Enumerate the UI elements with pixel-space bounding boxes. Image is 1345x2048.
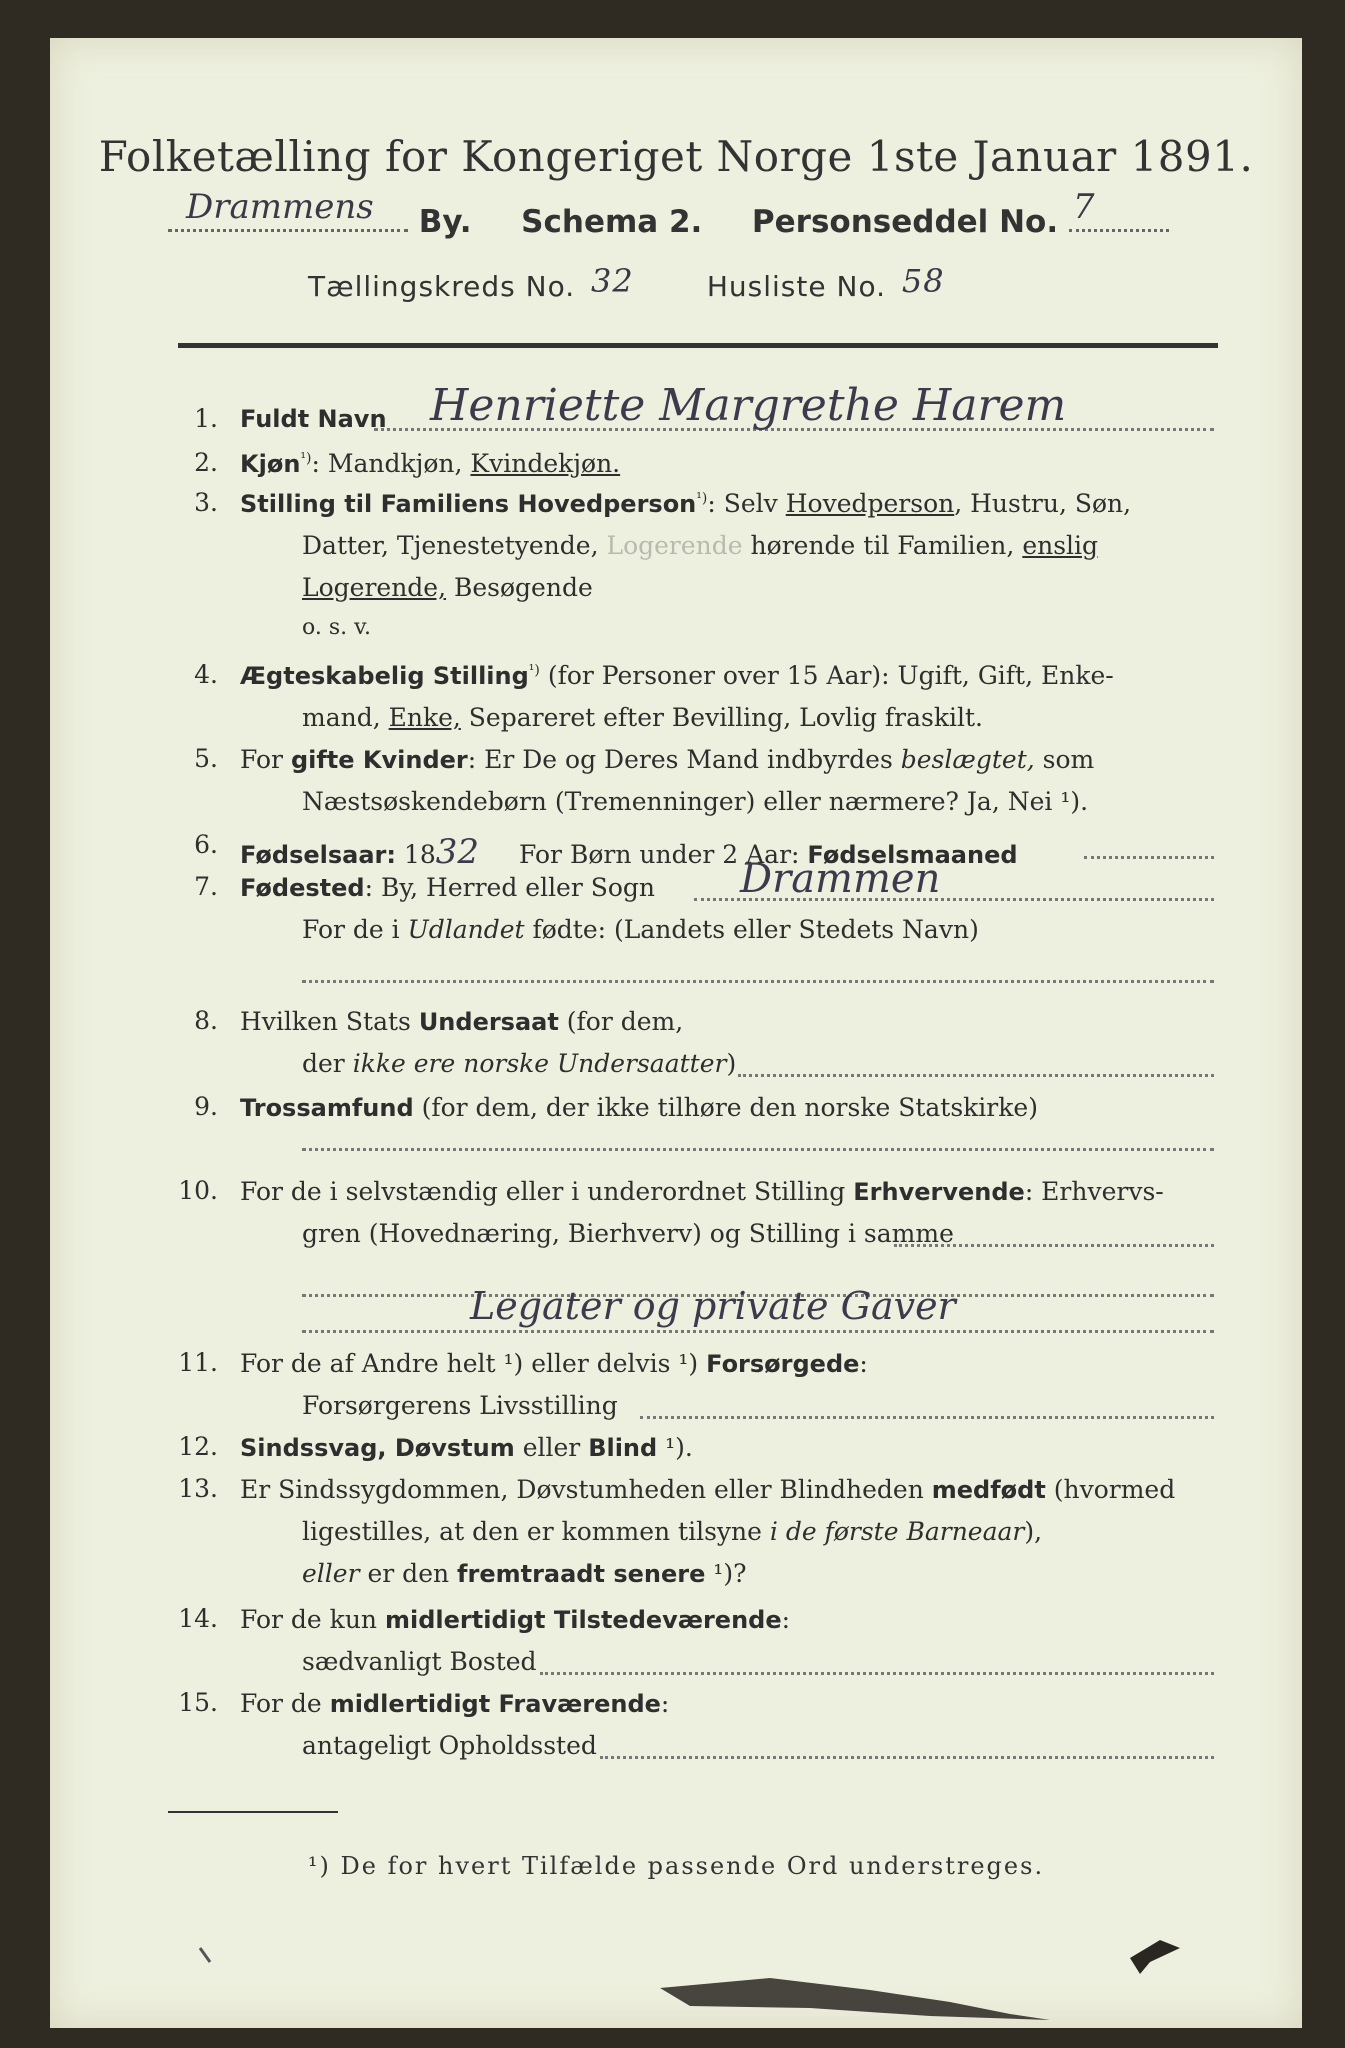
item-5-line-1: For gifte Kvinder: Er De og Deres Mand indbyrdes beslægtet, som: [240, 745, 1095, 774]
item-6-text: Fødselsaar: 1832 For Børn under 2 Aar: Fødselsmaaned: [240, 832, 1018, 872]
ink-marks: [50, 1918, 1302, 2028]
census-form: [50, 38, 1302, 2028]
item-12-text: Sindssvag, Døvstum eller Blind ¹).: [240, 1433, 693, 1462]
birth-year-handwritten: 32: [435, 832, 480, 872]
item-15-line-1: For de midlertidigt Fraværende:: [240, 1689, 670, 1718]
logerende-underlined: Logerende,: [302, 573, 447, 602]
item-5-line-2: Næstsøskendebørn (Tremenninger) eller nærmere? Ja, Nei ¹).: [302, 787, 1089, 816]
item-6-dotted-line: [1084, 856, 1214, 859]
schema-label: Schema 2.: [521, 204, 703, 240]
item-11-number: 11.: [178, 1348, 218, 1377]
personseddel-number: 7: [1072, 187, 1095, 227]
item-4-line-2: mand, Enke, Separeret efter Bevilling, Lovlig fraskilt.: [302, 703, 983, 732]
item-8-number: 8.: [194, 1006, 218, 1035]
item-13-line-3: eller er den fremtraadt senere ¹)?: [302, 1559, 747, 1588]
kvindekjon-underlined: Kvindekjøn.: [470, 449, 621, 478]
item-15-dotted-line: [600, 1756, 1214, 1759]
item-4-number: 4.: [194, 660, 218, 689]
header-line-3: [308, 262, 966, 303]
birthplace-handwritten: Drammen: [740, 856, 941, 902]
enslig-underlined: enslig: [1022, 531, 1099, 560]
item-3-line-4: o. s. v.: [302, 615, 371, 640]
form-title: Folketælling for Kongeriget Norge 1ste Januar 1891.: [98, 132, 1254, 181]
item-8-line-1: Hvilken Stats Undersaat (for dem,: [240, 1007, 684, 1036]
husliste-label: Husliste No.: [706, 270, 886, 303]
item-1-label: Fuldt Navn: [240, 405, 387, 433]
item-9-number: 9.: [194, 1092, 218, 1121]
item-11-line-2: Forsørgerens Livsstilling: [302, 1391, 618, 1420]
full-name-handwritten: Henriette Margrethe Harem: [430, 380, 1067, 431]
occupation-handwritten: Legater og private Gaver: [470, 1284, 956, 1328]
item-2-text: Kjøn$^{^1)}$: Mandkjøn, Kvindekjøn.: [240, 449, 621, 478]
item-1-number: 1.: [194, 404, 218, 433]
item-4-line-1: Ægteskabelig Stilling$^{^1)}$ (for Personer over 15 Aar): Ugift, Gift, Enke-: [240, 661, 1114, 690]
footnote-rule: [168, 1811, 338, 1813]
item-8-line-2: der ikke ere norske Undersaatter): [302, 1049, 737, 1078]
faded-word: Logerende: [606, 531, 743, 560]
item-11-dotted-line: [640, 1416, 1214, 1419]
item-7-line-1: Fødested: By, Herred eller Sogn: [240, 873, 656, 902]
item-3-line-2: Datter, Tjenestetyende, Logerende hørende til Familien, enslig: [302, 531, 1099, 560]
item-12-number: 12.: [178, 1432, 218, 1461]
footnote: ¹) De for hvert Tilfælde passende Ord understreges.: [307, 1852, 1045, 1880]
item-14-dotted-line: [540, 1672, 1214, 1675]
item-3-line-1: Stilling til Familiens Hovedperson$^{^1)}$: Selv Hovedperson, Hustru, Søn,: [240, 489, 1132, 518]
item-6-number: 6.: [194, 830, 218, 859]
taellingskreds-number: 32: [591, 262, 634, 300]
item-13-line-2: ligestilles, at den er kommen tilsyne i de første Barneaar),: [302, 1517, 1043, 1546]
item-8-dotted-line: [738, 1074, 1214, 1077]
header-rule: [178, 343, 1218, 348]
taellingskreds-label: Tællingskreds No.: [308, 270, 576, 303]
personseddel-label: Personseddel No.: [751, 204, 1059, 240]
item-3-line-3: Logerende, Besøgende: [302, 573, 593, 602]
item-5-number: 5.: [194, 744, 218, 773]
item-3-number: 3.: [194, 488, 218, 517]
item-13-line-1: Er Sindssygdommen, Døvstumheden eller Blindheden medfødt (hvormed: [240, 1475, 1176, 1504]
city-handwritten: Drammens: [186, 187, 374, 227]
item-10-dotted-line: [894, 1244, 1214, 1247]
item-9-text: Trossamfund (for dem, der ikke tilhøre den norske Statskirke): [240, 1093, 1038, 1122]
husliste-number: 58: [901, 262, 945, 300]
item-15-number: 15.: [178, 1688, 218, 1717]
item-14-line-1: For de kun midlertidigt Tilstedeværende:: [240, 1605, 791, 1634]
item-10-dotted-line-3: [302, 1330, 1214, 1333]
item-13-number: 13.: [178, 1474, 218, 1503]
item-14-line-2: sædvanligt Bosted: [302, 1647, 537, 1676]
enke-underlined: Enke,: [388, 703, 461, 732]
item-7-line-2: For de i Udlandet fødte: (Landets eller Stedets Navn): [302, 915, 979, 944]
item-2-number: 2.: [194, 448, 218, 477]
item-11-line-1: For de af Andre helt ¹) eller delvis ¹) Forsørgede:: [240, 1349, 868, 1378]
item-9-dotted-line: [302, 1148, 1214, 1151]
header-line-2: [168, 187, 1258, 240]
item-10-line-2: gren (Hovednæring, Bierhverv) og Stilling i samme: [302, 1219, 954, 1248]
item-7-number: 7.: [194, 872, 218, 901]
hovedperson-underlined: Hovedperson: [785, 489, 955, 518]
item-15-line-2: antageligt Opholdssted: [302, 1731, 597, 1760]
item-14-number: 14.: [178, 1604, 218, 1633]
item-10-line-1: For de i selvstændig eller i underordnet Stilling Erhvervende: Erhvervs-: [240, 1177, 1164, 1206]
item-10-number: 10.: [178, 1176, 218, 1205]
item-7-dotted-line-2: [302, 980, 1214, 983]
by-label: By.: [418, 204, 472, 240]
